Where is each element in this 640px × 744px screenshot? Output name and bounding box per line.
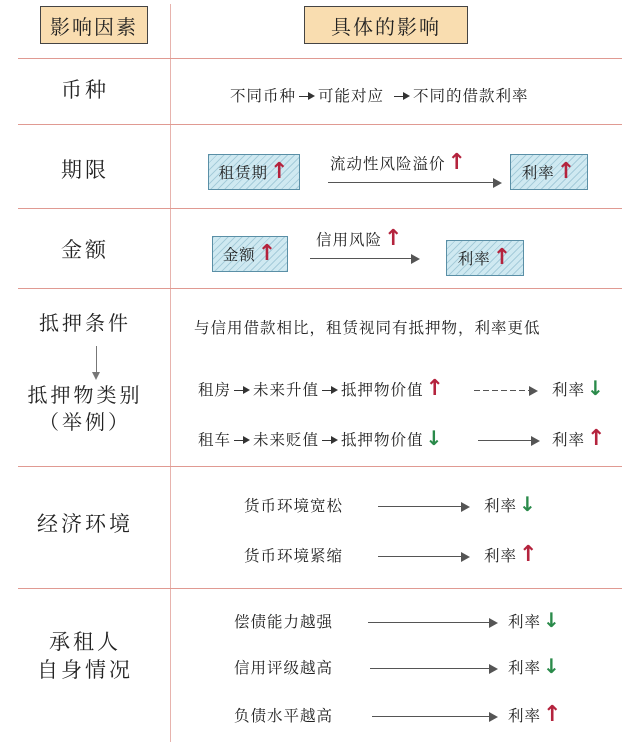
factor-currency: 币种 <box>61 78 109 102</box>
arrow-right-icon <box>234 436 250 446</box>
factor-economy: 经济环境 <box>37 512 133 536</box>
row-divider <box>18 588 622 589</box>
down-arrow-icon: ↓ <box>543 654 561 678</box>
amount-box-label: 金额 <box>222 246 256 264</box>
term-box-lease-label: 租赁期 <box>218 164 269 182</box>
amount-box-rate-label: 利率 <box>457 250 491 268</box>
factor-collateral-type-line2: （举例） <box>39 410 131 434</box>
arrow-right-icon <box>322 386 338 396</box>
collateral-car-value: 抵押物价值 <box>341 431 424 449</box>
arrow-right-icon <box>394 92 410 102</box>
arrow-right-icon <box>322 436 338 446</box>
currency-part3: 不同的借款利率 <box>413 87 529 105</box>
collateral-car-arrow <box>478 436 540 446</box>
factor-amount: 金额 <box>61 238 109 262</box>
up-arrow-icon: ↑ <box>587 426 607 451</box>
arrow-right-icon <box>234 386 250 396</box>
factor-lessee-line2: 自身情况 <box>37 658 133 683</box>
term-box-rate <box>510 154 588 190</box>
down-connector <box>96 346 97 374</box>
row-divider <box>18 466 622 467</box>
amount-mid <box>316 228 403 250</box>
factor-collateral-type-line1: 抵押物类别 <box>27 383 143 407</box>
row-divider <box>18 208 622 209</box>
arrow-right-icon <box>299 92 315 102</box>
amount-arrow <box>310 254 420 264</box>
economy-loose-result <box>484 494 537 516</box>
currency-part2: 可能对应 <box>318 87 385 105</box>
term-arrow <box>328 178 502 188</box>
lessee-debt-result <box>508 704 562 726</box>
lessee-solvency-arrow <box>368 618 498 628</box>
up-arrow-icon: ↑ <box>384 226 404 251</box>
up-arrow-icon: ↑ <box>447 150 467 175</box>
collateral-car-result <box>552 428 606 450</box>
amount-mid-label: 信用风险 <box>316 231 383 249</box>
lessee-solvency: 偿债能力越强 <box>234 613 334 631</box>
economy-tight: 货币环境紧缩 <box>244 547 344 565</box>
lessee-rating: 信用评级越高 <box>234 659 334 677</box>
down-arrow-icon: ↓ <box>519 492 537 516</box>
economy-loose-rate: 利率 <box>484 497 518 515</box>
lessee-solvency-result <box>508 610 561 632</box>
up-arrow-icon: ↑ <box>425 376 445 401</box>
up-arrow-icon: ↑ <box>492 245 513 270</box>
amount-box-rate <box>446 240 524 276</box>
down-arrow-icon: ↓ <box>543 608 561 632</box>
row-divider <box>18 58 622 59</box>
collateral-car: 租车 <box>198 431 232 449</box>
economy-tight-arrow <box>378 552 470 562</box>
header-factor: 影响因素 <box>40 6 148 44</box>
economy-tight-rate: 利率 <box>484 547 518 565</box>
factor-lessee-line1: 承租人 <box>49 630 121 654</box>
term-mid <box>330 152 467 174</box>
row-divider <box>18 124 622 125</box>
economy-loose-arrow <box>378 502 470 512</box>
down-arrow-icon: ↓ <box>425 426 444 450</box>
down-connector-head <box>92 372 100 380</box>
term-box-lease <box>208 154 300 190</box>
lessee-rating-arrow <box>370 664 498 674</box>
term-box-rate-label: 利率 <box>521 164 555 182</box>
collateral-house-rate: 利率 <box>552 381 586 399</box>
lessee-rating-result <box>508 656 561 678</box>
factor-collateral-type <box>0 382 170 436</box>
amount-box-amount <box>212 236 288 272</box>
collateral-car-rate: 利率 <box>552 431 586 449</box>
term-mid-label: 流动性风险溢价 <box>330 155 446 173</box>
currency-part1: 不同币种 <box>230 87 297 105</box>
up-arrow-icon: ↑ <box>519 542 539 567</box>
row-divider <box>18 288 622 289</box>
economy-loose: 货币环境宽松 <box>244 497 344 515</box>
collateral-impact: 与信用借款相比，租赁视同有抵押物，利率更低 <box>194 319 541 337</box>
factor-collateral: 抵押条件 <box>39 311 131 335</box>
lessee-debt-arrow <box>372 712 498 722</box>
lessee-solvency-rate: 利率 <box>508 613 542 631</box>
up-arrow-icon: ↑ <box>270 159 290 184</box>
up-arrow-icon: ↑ <box>556 159 577 184</box>
up-arrow-icon: ↑ <box>257 241 278 266</box>
collateral-house-value: 抵押物价值 <box>341 381 424 399</box>
column-divider <box>170 4 171 742</box>
down-arrow-icon: ↓ <box>587 376 605 400</box>
factor-lessee <box>0 628 170 685</box>
header-impact: 具体的影响 <box>304 6 468 44</box>
collateral-house-future: 未来升值 <box>253 381 320 399</box>
collateral-house-result <box>552 378 605 400</box>
economy-tight-result <box>484 544 538 566</box>
collateral-house-line <box>198 378 445 400</box>
currency-impact <box>230 84 529 106</box>
collateral-house-arrow <box>474 386 538 396</box>
collateral-house: 租房 <box>198 381 232 399</box>
lessee-debt: 负债水平越高 <box>234 707 334 725</box>
collateral-car-line <box>198 428 443 450</box>
factor-term: 期限 <box>61 158 109 182</box>
lessee-debt-rate: 利率 <box>508 707 542 725</box>
lessee-rating-rate: 利率 <box>508 659 542 677</box>
collateral-car-future: 未来贬值 <box>253 431 320 449</box>
up-arrow-icon: ↑ <box>543 702 563 727</box>
